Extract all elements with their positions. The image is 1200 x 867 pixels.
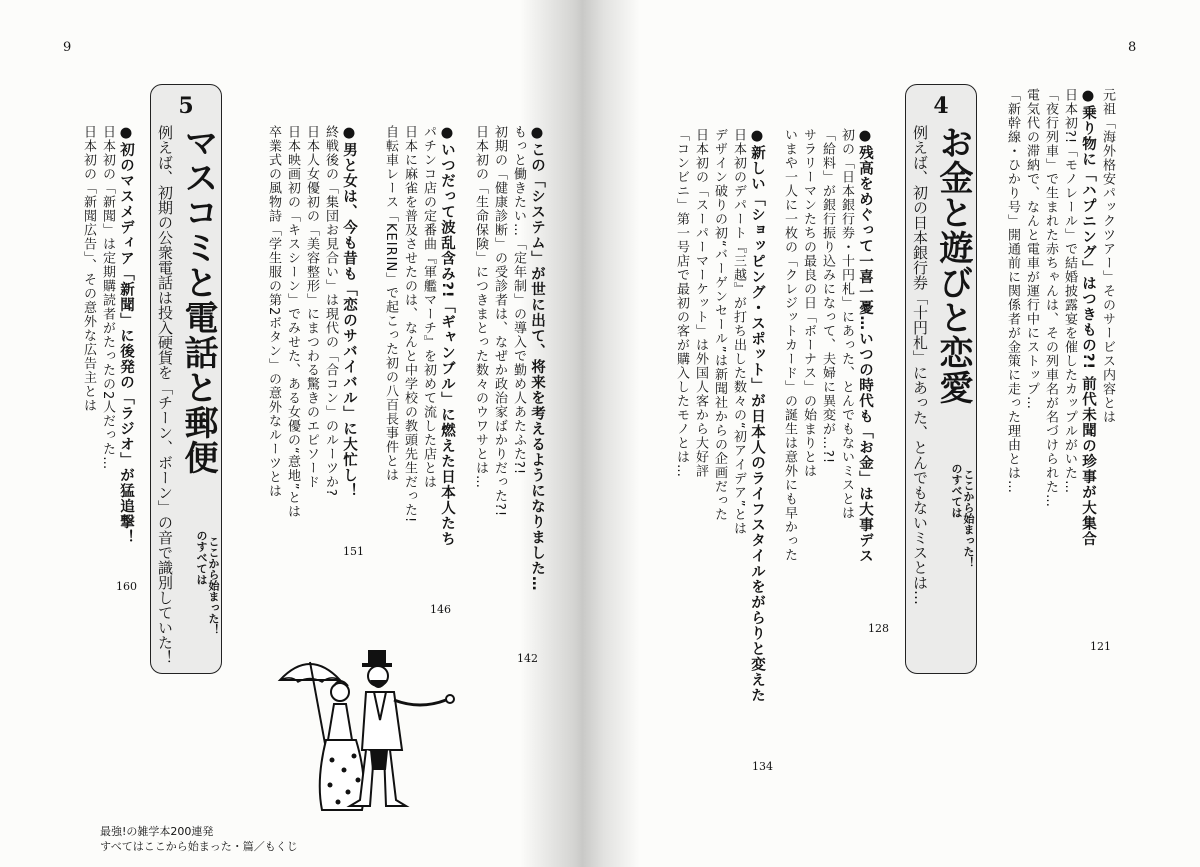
chapter-number: 4 xyxy=(933,93,949,119)
chapter-4-box xyxy=(905,84,977,674)
chapter-subtitle: のすべては xyxy=(950,463,963,518)
toc-entry-money xyxy=(781,128,873,564)
toc-heading: ●乗り物に「ハプニング」はつきもの?! 前代未聞の珍事が大集合 xyxy=(1080,88,1096,547)
toc-line: 日本初のデパート『三越』が打ち出した数々の“初アイデア”とは xyxy=(731,128,746,536)
toc-line: もっと働きたい…「定年制」の導入で勤め人あたふた?! xyxy=(511,125,526,476)
toc-page-ref: 160 xyxy=(116,580,137,593)
toc-heading: ●初のマスメディア「新聞」に後発の「ラジオ」が猛追撃！ xyxy=(118,125,134,545)
toc-entry-romance xyxy=(265,125,357,518)
toc-line: 「給料」が銀行振り込みになって、夫婦に異変が…?! xyxy=(820,128,835,465)
toc-line: 日本映画初の「キスシーン」でみせた、ある女優の“意地”とは xyxy=(285,125,300,519)
toc-line: 日本初?!「モノレール」で結婚披露宴を催したカップルがいた… xyxy=(1062,88,1077,495)
toc-heading: ●男と女は、今も昔も「恋のサバイバル」に大忙し！ xyxy=(341,125,357,499)
chapter-subtitle: のすべては xyxy=(195,530,208,585)
toc-line: サラリーマンたちの最良の日「ボーナス」の始まりとは xyxy=(801,128,816,478)
toc-line: 終戦後の「集団お見合い」は現代の「合コン」のルーツか? xyxy=(323,125,338,497)
chapter-example: 例えば、初期の公衆電話は投入硬貨を「チーン、ボーン」の音で識別していた！ xyxy=(156,125,174,665)
toc-line: 日本初の「スーパーマーケット」は外国人客から大好評 xyxy=(693,128,708,478)
toc-line: デザイン破りの初“バーゲンセール”は新聞社からの企画だった xyxy=(712,128,727,522)
toc-page-ref: 146 xyxy=(430,603,451,616)
toc-line: 元祖「海外格安パックツアー」そのサービス内容とは xyxy=(1100,88,1115,424)
left-page-number: 9 xyxy=(63,40,72,55)
toc-line: いまや一人に一枚の「クレジットカード」の誕生は意外にも早かった xyxy=(782,128,797,562)
toc-page-ref: 142 xyxy=(517,652,538,665)
toc-line: 初の「日本銀行券・十円札」にあった、とんでもないミスとは xyxy=(839,128,854,520)
chapter-title: お金と遊びと恋愛 xyxy=(933,125,973,405)
toc-line: 日本初の「生命保険」につきまとった数々のウワサとは… xyxy=(473,125,488,489)
book-footer xyxy=(100,824,298,854)
toc-line: 卒業式の風物詩「学生服の第2ボタン」の意外なルーツとは xyxy=(266,125,281,499)
chapter-title: マスコミと電話と郵便 xyxy=(178,125,218,475)
toc-line: 日本初の「新聞」は定期購読者がたったの2人だった… xyxy=(100,125,115,471)
chapter-number: 5 xyxy=(178,93,194,119)
toc-entry-vehicles xyxy=(1004,88,1115,547)
chapter-5-box xyxy=(150,84,222,674)
toc-heading: ●この「システム」が世に出て、将来を考えるようになりました… xyxy=(529,125,545,592)
toc-page-ref: 121 xyxy=(1090,640,1111,653)
chapter-subtitle: ここから始まった！ xyxy=(207,536,220,635)
toc-page-ref: 134 xyxy=(752,760,773,773)
footer-line: 最強!の雑学本200連発 xyxy=(100,825,214,838)
right-page-number: 8 xyxy=(1128,40,1137,55)
toc-heading: ●残高をめぐって一喜一憂…いつの時代も「お金」は大事デス xyxy=(857,128,873,564)
toc-page-ref: 128 xyxy=(868,622,889,635)
toc-line: パチンコ店の定番曲『軍艦マーチ』を初めて流した店とは xyxy=(421,125,436,489)
toc-line: 初期の「健康診断」の受診者は、なぜか政治家ばかりだった?! xyxy=(492,125,507,518)
chapter-subtitle: ここから始まった！ xyxy=(962,469,975,568)
toc-line: 日本人女優初の「美容整形」にまつわる驚きのエピソード xyxy=(304,125,319,489)
chapter-example: 例えば、初の日本銀行券「十円札」にあった、とんでもないミスとは… xyxy=(911,125,929,605)
toc-line: 日本初の「新聞広告」、その意外な広告主とは xyxy=(81,125,96,413)
footer-line: すべてはここから始まった・篇／もくじ xyxy=(100,840,298,853)
toc-line: 「コンビニ」第一号店で最初の客が購入したモノとは… xyxy=(674,128,689,478)
toc-line: 「新幹線・ひかり号」開通前に関係者が金策に走った理由とは… xyxy=(1005,88,1020,494)
toc-entry-shopping xyxy=(673,128,765,703)
toc-page-ref: 151 xyxy=(343,545,364,558)
toc-line: 「夜行列車」で生まれた赤ちゃんは、その列車名が名づけられた… xyxy=(1043,88,1058,508)
couple-illustration xyxy=(270,620,470,820)
toc-entry-media xyxy=(80,125,134,545)
toc-line: 日本に麻雀を普及させたのは、なんと中学校の教頭先生だった! xyxy=(402,125,417,524)
toc-line: 自転車レース「KEIRIN」で起こった初の八百長事件とは xyxy=(383,125,398,483)
toc-line: 電気代の滞納で、なんと電車が運行中にストップ… xyxy=(1024,88,1039,410)
toc-heading: ●新しい「ショッピング・スポット」が日本人のライフスタイルをがらりと変えた xyxy=(749,128,765,703)
toc-heading: ●いつだって波乱含み?!「ギャンブル」に燃えた日本人たち xyxy=(439,125,455,547)
toc-entry-systems xyxy=(472,125,545,592)
toc-entry-gambling xyxy=(382,125,455,547)
